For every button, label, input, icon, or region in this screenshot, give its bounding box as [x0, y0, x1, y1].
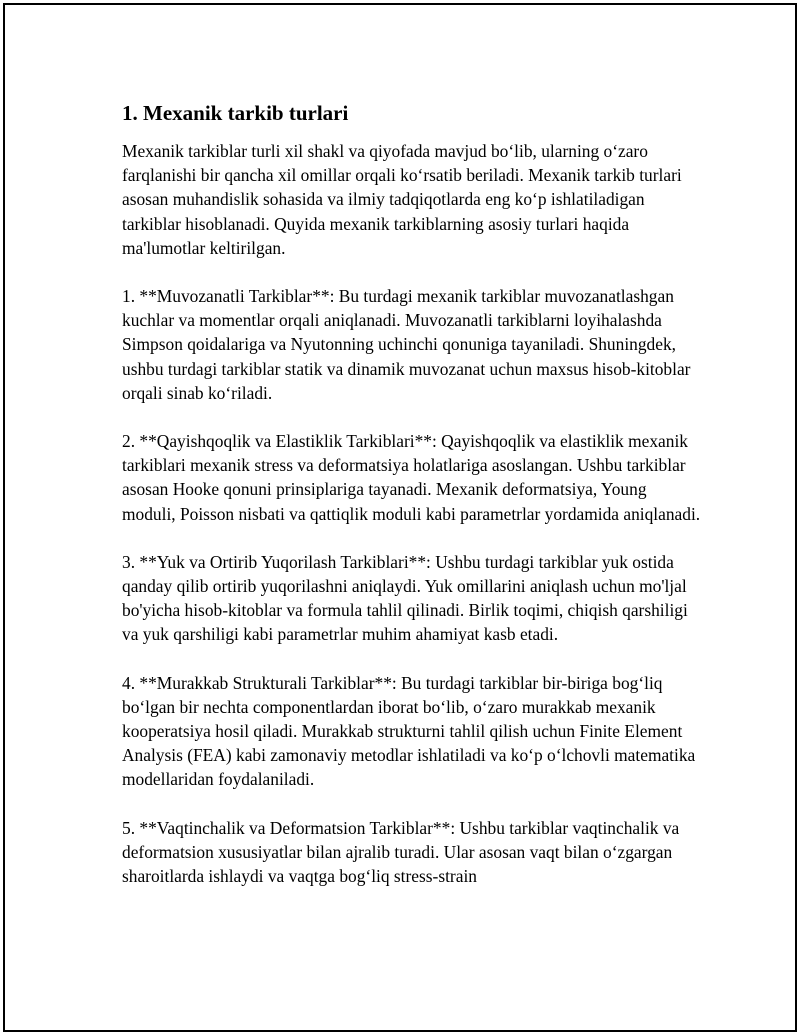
section-heading: 1. Mexanik tarkib turlari — [122, 101, 349, 125]
paragraph-item-4: 4. **Murakkab Strukturali Tarkiblar**: Bu turdagi tarkiblar bir-biriga bog‘liq bo‘lgan bir nechta componentlardan iborat bo‘lib, o‘zaro murakkab mexanik kooperatsiya hosil qiladi. Murakkab strukturni tahlil qilish uchun Finite Element Analysis (FEA) kabi zamonaviy metodlar ishlatiladi va ko‘p o‘lchovli matematika modellaridan foydalaniladi. — [122, 672, 696, 790]
paragraph-item-3: 3. **Yuk va Ortirib Yuqorilash Tarkiblari**: Ushbu turdagi tarkiblar yuk ostida qanday qilib ortirib yuqorilashni aniqlaydi. Yuk omillarini aniqlash uchun mo'ljal bo'yicha hisob-kitoblar va formula tahlil qilinadi. Birlik toqimi, chiqish qarshiligi va yuk qarshiligi kabi parametrlar muhim ahamiyat kasb etadi. — [122, 551, 688, 645]
intro-paragraph: Mexanik tarkiblar turli xil shakl va qiyofada mavjud bo‘lib, ularning o‘zaro farqlanishi bir qancha xil omillar orqali ko‘rsatib beriladi. Mexanik tarkib turlari asosan muhandislik sohasida va ilmiy tadqiqotlarda eng ko‘p ishlatiladigan tarkiblar hisoblanadi. Quyida mexanik tarkiblarning asosiy turlari haqida ma'lumotlar keltirilgan. — [122, 141, 682, 258]
page-frame — [3, 3, 797, 1032]
paragraph-item-5: 5. **Vaqtinchalik va Deformatsion Tarkiblar**: Ushbu tarkiblar vaqtinchalik va deformatsion xususiyatlar bilan ajralib turadi. Ular asosan vaqt bilan o‘zgargan sharoitlarda ishlaydi va vaqtga bog‘liq stress-strain — [122, 817, 680, 887]
document-body — [122, 100, 702, 912]
paragraph-item-2: 2. **Qayishqoqlik va Elastiklik Tarkiblari**: Qayishqoqlik va elastiklik mexanik tarkiblari mexanik stress va deformatsiya holatlariga asoslangan. Ushbu tarkiblar asosan Hooke qonuni prinsiplariga tayanadi. Mexanik deformatsiya, Young moduli, Poisson nisbati va qattiqlik moduli kabi parametrlar yordamida aniqlanadi. — [122, 431, 701, 524]
paragraph-item-1: 1. **Muvozanatli Tarkiblar**: Bu turdagi mexanik tarkiblar muvozanatlashgan kuchlar va momentlar orqali aniqlanadi. Muvozanatli tarkiblarni loyihalashda Simpson qoidalariga va Nyutonning uchinchi qonuniga tayaniladi. Shuningdek, ushbu turdagi tarkiblar statik va dinamik muvozanat uchun maxsus hisob-kitoblar orqali sinab ko‘riladi. — [122, 286, 691, 403]
